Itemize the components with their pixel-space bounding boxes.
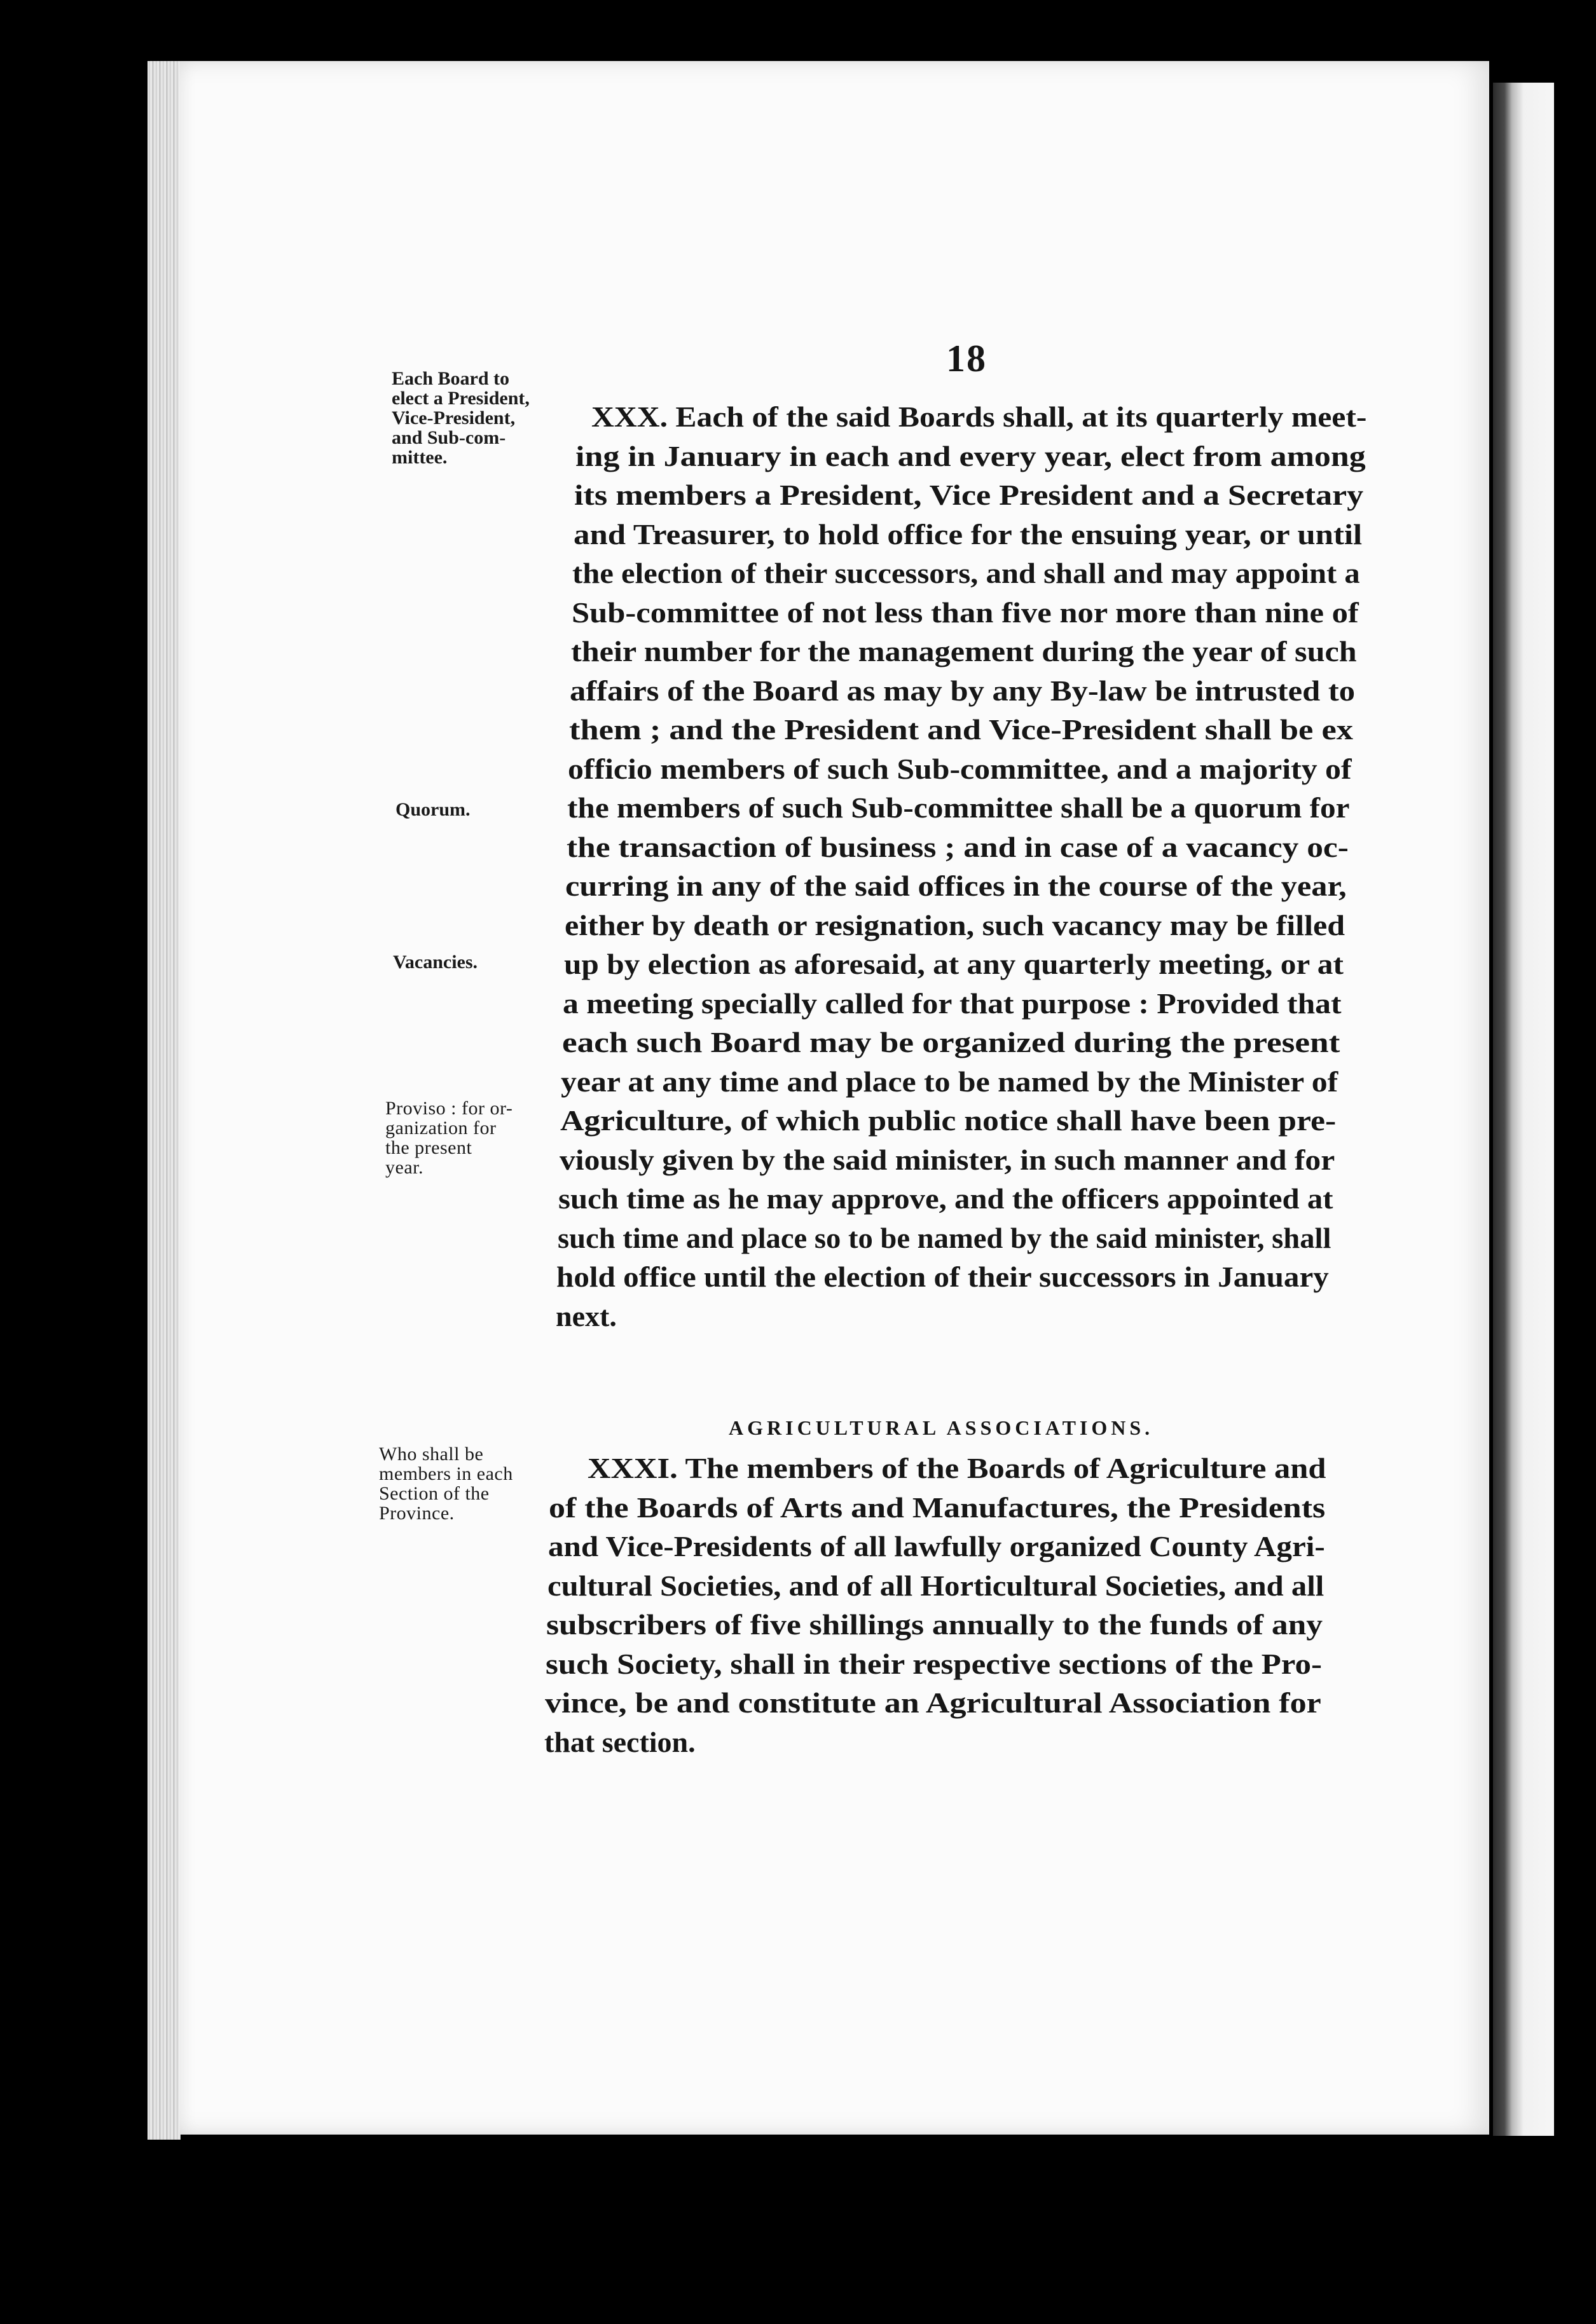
text-line: XXX. Each of the said Boards shall, at its quarterly meet- [591, 400, 1367, 433]
page-number: 18 [946, 338, 987, 379]
facing-page-edge [1493, 83, 1554, 2136]
text-line: curring in any of the said offices in the course of the year, [565, 870, 1347, 902]
text-line: and Treasurer, to hold office for the ensuing year, or until [573, 517, 1363, 550]
margin-note-vacancies: Vacancies. [393, 952, 478, 973]
text-line: up by election as aforesaid, at any quarterly meeting, or at [563, 948, 1344, 980]
margin-note-board-election: Each Board to elect a President, Vice-President, and Sub-com- mittee. [392, 368, 530, 468]
margin-note-quorum: Quorum. [396, 799, 471, 820]
text-line: that section. [544, 1725, 696, 1758]
text-line: cultural Societies, and of all Horticultural Societies, and all [547, 1569, 1324, 1602]
text-line: officio members of such Sub-committee, and a majority of [568, 752, 1352, 785]
text-line: subscribers of five shillings annually to the funds of any [546, 1608, 1323, 1641]
text-line: Agriculture, of which public notice shall have been pre- [560, 1104, 1337, 1137]
text-line: hold office until the election of their successors in January [556, 1261, 1330, 1293]
text-line: ing in January in each and every year, elect from among [575, 439, 1366, 472]
text-line: affairs of the Board as may by any By-law be intrusted to [570, 674, 1356, 707]
text-line: and Vice-Presidents of all lawfully organized County Agri- [547, 1530, 1325, 1562]
margin-note-association-members: Who shall be members in each Section of the Province. [379, 1444, 513, 1524]
text-line: the election of their successors, and shall and may appoint a [572, 557, 1361, 589]
text-line: a meeting specially called for that purpose : Provided that [563, 987, 1342, 1020]
page-edges [148, 61, 181, 2140]
text-line: such Society, shall in their respective sections of the Pro- [546, 1647, 1323, 1680]
text-line: each such Board may be organized during the present [561, 1026, 1340, 1058]
text-line: such time as he may approve, and the officers appointed at [558, 1182, 1333, 1215]
text-line: its members a President, Vice President and a Secretary [574, 479, 1364, 511]
text-line: viously given by the said minister, in such manner and for [559, 1143, 1335, 1176]
text-line: of the Boards of Arts and Manufactures, the Presidents [548, 1491, 1326, 1524]
text-line: the transaction of business ; and in case of a vacancy oc- [566, 830, 1349, 863]
margin-note-proviso: Proviso : for or- ganization for the present year. [385, 1098, 513, 1178]
text-line: next. [556, 1299, 617, 1332]
text-line: year at any time and place to be named by the Minister of [561, 1065, 1338, 1098]
text-line: them ; and the President and Vice-President shall be ex [568, 713, 1353, 746]
text-line: Sub-committee of not less than five nor more than nine of [572, 596, 1359, 629]
text-line: XXXI. The members of the Boards of Agriculture and [588, 1452, 1326, 1484]
text-line: such time and place so to be named by the said minister, shall [557, 1221, 1331, 1254]
section-heading: AGRICULTURAL ASSOCIATIONS. [729, 1416, 1154, 1439]
text-line: vince, be and constitute an Agricultural Association for [545, 1686, 1321, 1719]
text-line: the members of such Sub-committee shall be a quorum for [567, 791, 1350, 824]
text-line: either by death or resignation, such vacancy may be filled [564, 908, 1345, 941]
text-line: their number for the management during the year of such [570, 635, 1357, 667]
